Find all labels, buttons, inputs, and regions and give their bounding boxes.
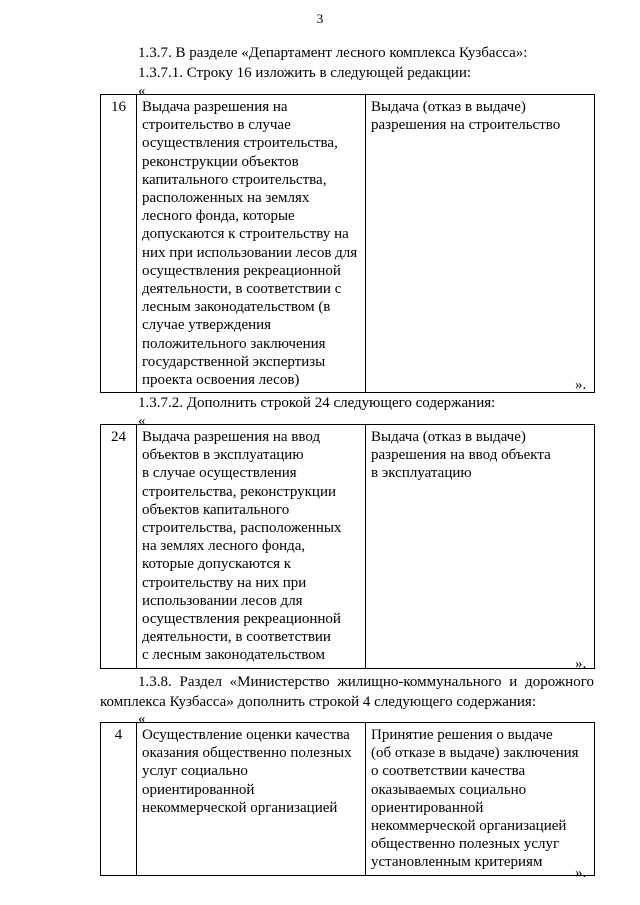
cell-text-line: строительству на них при: [142, 574, 307, 591]
row-description: [137, 95, 366, 393]
cell-text-line: оказываемых социально: [371, 781, 527, 798]
cell-text-line: положительного заключения: [142, 335, 326, 352]
table-row-16: [100, 94, 595, 393]
cell-text-line: строительство в случае: [142, 117, 291, 134]
open-quote: «: [138, 711, 146, 727]
cell-text-line: установленным критериям: [371, 854, 543, 871]
cell-text-line: ориентированной: [142, 781, 255, 798]
cell-text-line: расположенных на землях: [142, 190, 310, 207]
cell-text-line: Выдача (отказ в выдаче): [371, 99, 526, 115]
open-quote: «: [138, 413, 146, 429]
cell-text-line: в случае осуществления: [142, 465, 297, 482]
cell-text-line: Выдача разрешения на ввод: [142, 429, 321, 445]
subsection-1-3-7-2: 1.3.7.2. Дополнить строкой 24 следующего содержания:: [138, 395, 496, 411]
cell-text-line: общественно полезных услуг: [371, 836, 560, 853]
cell-text-line: оказания общественно полезных: [142, 745, 352, 762]
page-number: 3: [316, 11, 324, 26]
section-1-3-8-text: 1.3.8. Раздел «Министерство жилищно-коммунального и дорожного комплекса Кузбасса» дополнить строкой 4 следующего содержания:: [100, 674, 594, 710]
cell-text-line: капитального строительства,: [142, 171, 327, 188]
cell-text-line: (об отказе в выдаче) заключения: [371, 745, 579, 762]
cell-text-line: на землях лесного фонда,: [142, 538, 306, 555]
cell-text-line: которые допускаются к: [142, 556, 292, 573]
row-description: [137, 723, 366, 876]
row-number: 4: [101, 723, 137, 876]
cell-text-line: некоммерческой организацией: [371, 818, 567, 835]
subsection-1-3-7-1: 1.3.7.1. Строку 16 изложить в следующей редакции:: [138, 65, 472, 81]
cell-text-line: строительства, расположенных: [142, 520, 342, 537]
cell-text-line: в эксплуатацию: [371, 465, 472, 482]
row-service: [366, 95, 595, 393]
cell-text-line: ориентированной: [371, 799, 484, 816]
cell-text-line: лесным законодательством (в: [142, 299, 331, 316]
cell-text-line: осуществления рекреационной: [142, 262, 341, 279]
cell-text-line: с лесным законодательством: [142, 647, 325, 664]
cell-text-line: деятельности, в соответствии с: [142, 281, 342, 298]
cell-text-line: использовании лесов для: [142, 592, 303, 609]
table-row-24: [100, 424, 595, 669]
section-heading-1-3-7: 1.3.7. В разделе «Департамент лесного комплекса Кузбасса»:: [138, 45, 528, 61]
close-quote: ».: [575, 865, 587, 881]
cell-text-line: проекта освоения лесов): [142, 372, 300, 389]
cell-text-line: осуществления рекреационной: [142, 611, 341, 628]
cell-text-line: разрешения на ввод объекта: [371, 447, 551, 464]
cell-text-line: строительства, реконструкции: [142, 483, 336, 500]
cell-text-line: деятельности, в соответствии: [142, 629, 331, 646]
cell-text-line: объектов в эксплуатацию: [142, 447, 304, 464]
cell-text-line: объектов капитального: [142, 501, 290, 518]
cell-text-line: лесного фонда, которые: [142, 208, 295, 225]
cell-text-line: услуг социально: [142, 763, 248, 780]
row-description: [137, 425, 366, 669]
cell-text-line: Выдача (отказ в выдаче): [371, 429, 526, 445]
table-row-4: [100, 722, 595, 876]
cell-text-line: некоммерческой организацией: [142, 799, 338, 816]
cell-text-line: государственной экспертизы: [142, 353, 326, 370]
cell-text-line: допускаются к строительству на: [142, 226, 349, 243]
row-service: [366, 425, 595, 669]
close-quote: ».: [575, 377, 587, 393]
row-number: 24: [101, 425, 137, 669]
cell-text-line: осуществления строительства,: [142, 135, 338, 152]
cell-text-line: реконструкции объектов: [142, 153, 299, 170]
cell-text-line: разрешения на строительство: [371, 117, 561, 134]
cell-text-line: Выдача разрешения на: [142, 99, 288, 115]
cell-text-line: случае утверждения: [142, 317, 272, 334]
row-number: 16: [101, 95, 137, 393]
open-quote: «: [138, 83, 146, 99]
cell-text-line: Принятие решения о выдаче: [371, 727, 553, 743]
close-quote: ».: [575, 656, 587, 672]
row-service: [366, 723, 595, 876]
cell-text-line: них при использовании лесов для: [142, 244, 358, 261]
cell-text-line: Осуществление оценки качества: [142, 727, 350, 743]
cell-text-line: о соответствии качества: [371, 763, 526, 780]
